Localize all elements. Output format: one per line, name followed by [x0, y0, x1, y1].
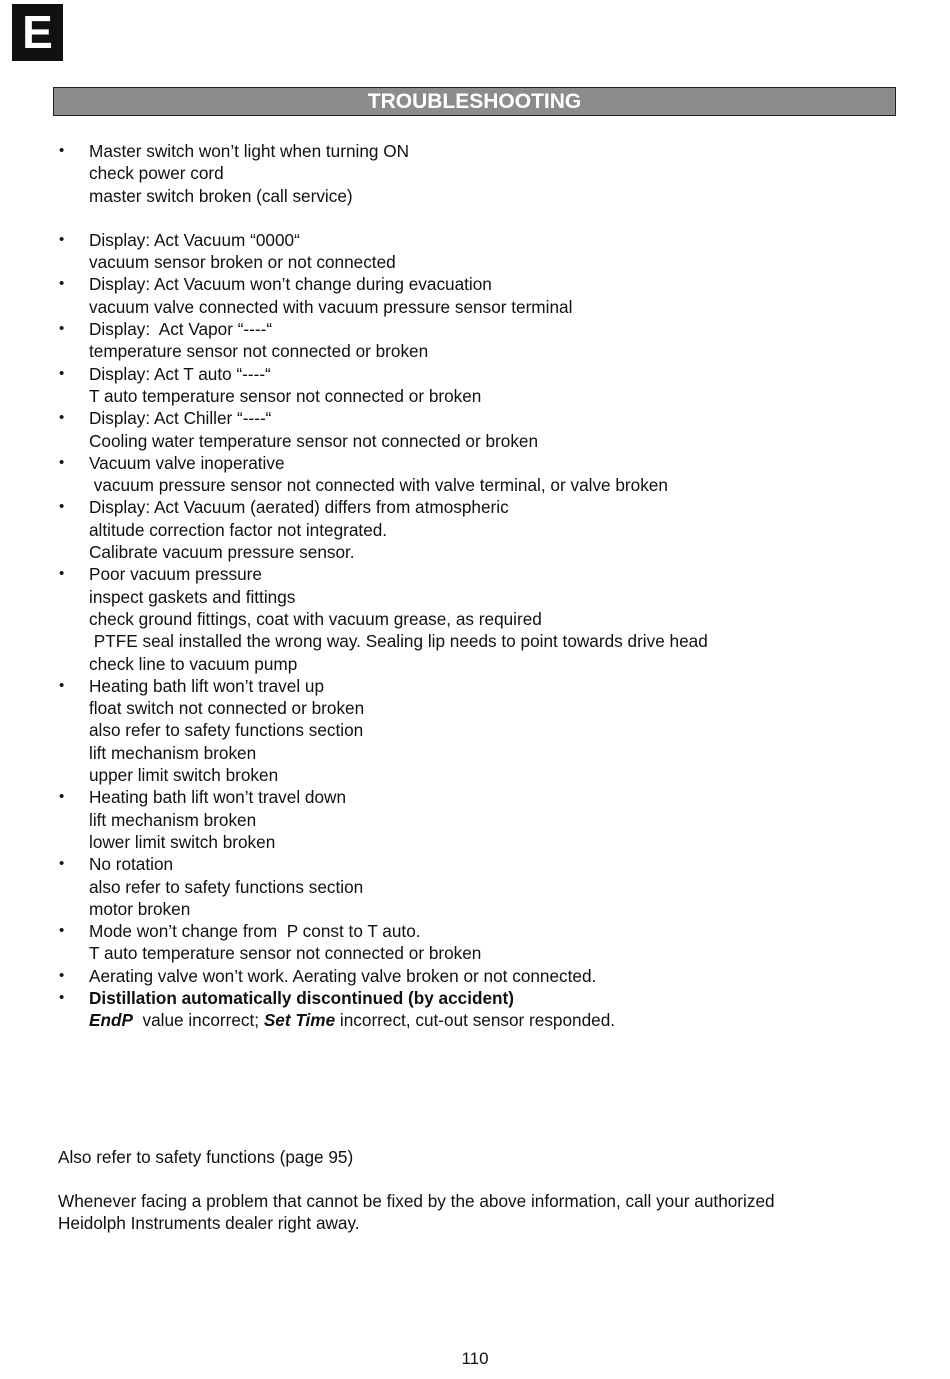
cause-text: check power cord — [89, 163, 224, 184]
problem-label: Distillation automatically discontinued (by accident) — [89, 987, 514, 1008]
list-item — [55, 273, 895, 318]
page-number: 110 — [461, 1349, 489, 1368]
problem-label: Poor vacuum pressure — [89, 564, 262, 585]
list-item — [55, 675, 895, 786]
cause-text: PTFE seal installed the wrong way. Sealing lip needs to point towards drive head — [89, 631, 708, 652]
contact-note-line: Whenever facing a problem that cannot be fixed by the above information, call your authorized — [58, 1191, 775, 1211]
bullet-icon: • — [59, 320, 65, 338]
problem-label: Heating bath lift won’t travel up — [89, 675, 325, 696]
cause-text: vacuum valve connected with vacuum pressure sensor terminal — [89, 296, 573, 317]
problem-label: Master switch won’t light when turning ON — [89, 141, 410, 161]
bullet-icon: • — [59, 988, 65, 1006]
list-item — [55, 452, 895, 497]
problem-label: Display: Act Vacuum won’t change during evacuation — [89, 274, 492, 295]
list-item — [55, 987, 895, 1032]
cause-text: upper limit switch broken — [89, 765, 279, 786]
problem-label: Display: Act Vapor “----“ — [89, 319, 273, 340]
cause-text-part: value incorrect; — [132, 1010, 264, 1031]
problem-label: Display: Act T auto “----“ — [89, 363, 271, 384]
list-item — [55, 318, 895, 363]
cause-text: T auto temperature sensor not connected or broken — [89, 943, 482, 964]
problem-label: Display: Act Vacuum (aerated) differs from atmospheric — [89, 497, 509, 518]
bullet-icon: • — [59, 142, 65, 159]
bullet-icon: • — [59, 275, 65, 293]
list-item — [55, 786, 895, 853]
cause-text: inspect gaskets and fittings — [89, 586, 296, 607]
list-item — [55, 140, 895, 207]
problem-label: Mode won’t change from P const to T auto. — [89, 921, 421, 942]
bullet-icon: • — [59, 409, 65, 427]
safety-reference: Also refer to safety functions (page 95) — [58, 1147, 354, 1167]
cause-text: lower limit switch broken — [89, 831, 276, 852]
cause-text: Cooling water temperature sensor not connected or broken — [89, 430, 539, 451]
problem-label: No rotation — [89, 854, 174, 875]
cause-text: float switch not connected or broken — [89, 698, 365, 719]
list-item — [55, 363, 895, 408]
cause-text: also refer to safety functions section — [89, 720, 364, 741]
list-item — [55, 407, 895, 452]
page-title: TROUBLESHOOTING — [53, 87, 896, 116]
bullet-icon: • — [59, 855, 65, 873]
bullet-icon: • — [59, 676, 65, 694]
bullet-icon: • — [59, 364, 65, 382]
troubleshooting-list — [55, 140, 895, 1032]
contact-note-line: Heidolph Instruments dealer right away. — [58, 1213, 360, 1234]
cause-text: altitude correction factor not integrated. — [89, 519, 388, 540]
cause-text: motor broken — [89, 898, 191, 919]
list-item — [55, 920, 895, 965]
cause-text: master switch broken (call service) — [89, 185, 353, 206]
cause-text: temperature sensor not connected or broken — [89, 341, 429, 362]
bullet-icon: • — [59, 498, 65, 516]
bullet-icon: • — [59, 230, 65, 248]
list-item — [55, 965, 895, 987]
bullet-icon: • — [59, 565, 65, 583]
cause-text: also refer to safety functions section — [89, 876, 364, 897]
bullet-icon: • — [59, 453, 65, 471]
list-item — [55, 853, 895, 920]
list-item — [55, 563, 895, 674]
cause-text-part: incorrect, cut-out sensor responded. — [335, 1010, 616, 1031]
cause-text: check line to vacuum pump — [89, 653, 298, 674]
cause-text: vacuum pressure sensor not connected with valve terminal, or valve broken — [89, 475, 668, 496]
cause-text: lift mechanism broken — [89, 809, 257, 830]
bullet-icon: • — [59, 966, 65, 984]
contact-note — [58, 1190, 898, 1235]
set-time-term: Set Time — [263, 1010, 336, 1031]
problem-label: Display: Act Vacuum “0000“ — [89, 229, 300, 250]
list-item — [55, 229, 895, 274]
bullet-icon: • — [59, 788, 65, 806]
endp-term: EndP — [89, 1010, 133, 1031]
section-letter-badge: E — [12, 4, 63, 61]
cause-text — [89, 1009, 895, 1031]
cause-text: lift mechanism broken — [89, 742, 257, 763]
cause-text: Calibrate vacuum pressure sensor. — [89, 542, 355, 563]
cause-text: T auto temperature sensor not connected or broken — [89, 385, 482, 406]
bullet-icon: • — [59, 922, 65, 940]
problem-label: Display: Act Chiller “----“ — [89, 408, 272, 429]
problem-label: Heating bath lift won’t travel down — [89, 787, 346, 808]
cause-text: vacuum sensor broken or not connected — [89, 252, 396, 273]
cause-text: check ground fittings, coat with vacuum grease, as required — [89, 608, 542, 629]
list-item — [55, 496, 895, 563]
problem-label: Aerating valve won’t work. Aerating valve broken or not connected. — [89, 965, 597, 986]
problem-label: Vacuum valve inoperative — [89, 452, 285, 473]
